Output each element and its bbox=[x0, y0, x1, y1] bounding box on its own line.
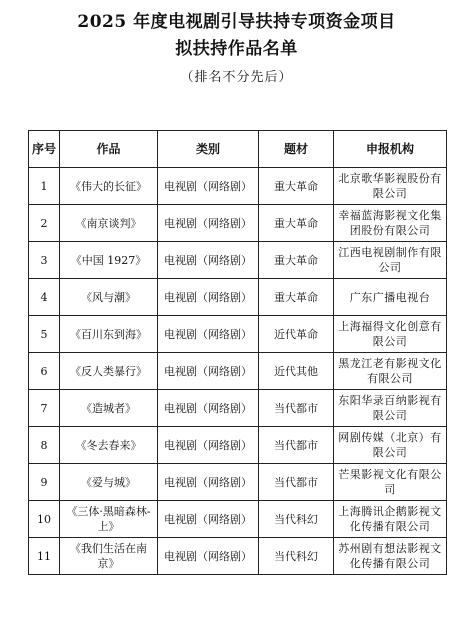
cell-no: 3 bbox=[29, 242, 60, 279]
cell-no: 5 bbox=[29, 316, 60, 353]
table-row bbox=[29, 279, 447, 316]
cell-theme: 重大革命 bbox=[259, 168, 334, 205]
col-header-org: 申报机构 bbox=[334, 131, 447, 168]
cell-no: 9 bbox=[29, 464, 60, 501]
cell-work: 《冬去春来》 bbox=[60, 427, 158, 464]
cell-no: 1 bbox=[29, 168, 60, 205]
cell-category: 电视剧（网络剧） bbox=[158, 427, 259, 464]
cell-category: 电视剧（网络剧） bbox=[158, 501, 259, 538]
cell-theme: 重大革命 bbox=[259, 279, 334, 316]
cell-org: 苏州剧有想法影视文化传播有限公司 bbox=[334, 538, 447, 575]
cell-theme: 近代革命 bbox=[259, 316, 334, 353]
cell-theme: 当代都市 bbox=[259, 390, 334, 427]
table-row bbox=[29, 538, 447, 575]
document-title-line2: 拟扶持作品名单 bbox=[175, 39, 298, 59]
cell-theme: 当代都市 bbox=[259, 464, 334, 501]
cell-work: 《三体·黑暗森林-上》 bbox=[60, 501, 158, 538]
cell-category: 电视剧（网络剧） bbox=[158, 168, 259, 205]
cell-org: 广东广播电视台 bbox=[334, 279, 447, 316]
cell-category: 电视剧（网络剧） bbox=[158, 279, 259, 316]
table-row bbox=[29, 501, 447, 538]
cell-org: 江西电视剧制作有限公司 bbox=[334, 242, 447, 279]
cell-org: 北京歌华影视股份有限公司 bbox=[334, 168, 447, 205]
cell-category: 电视剧（网络剧） bbox=[158, 353, 259, 390]
cell-work: 《中国 1927》 bbox=[60, 242, 158, 279]
cell-work: 《反人类暴行》 bbox=[60, 353, 158, 390]
cell-work: 《风与潮》 bbox=[60, 279, 158, 316]
cell-theme: 近代其他 bbox=[259, 353, 334, 390]
cell-no: 6 bbox=[29, 353, 60, 390]
cell-no: 11 bbox=[29, 538, 60, 575]
cell-no: 2 bbox=[29, 205, 60, 242]
cell-work: 《南京谈判》 bbox=[60, 205, 158, 242]
project-list-table bbox=[28, 130, 447, 575]
table-row bbox=[29, 390, 447, 427]
table-header-row bbox=[29, 131, 447, 168]
col-header-theme: 题材 bbox=[259, 131, 334, 168]
table-row bbox=[29, 464, 447, 501]
cell-org: 幸福蓝海影视文化集团股份有限公司 bbox=[334, 205, 447, 242]
cell-work: 《爱与城》 bbox=[60, 464, 158, 501]
cell-theme: 当代科幻 bbox=[259, 538, 334, 575]
cell-category: 电视剧（网络剧） bbox=[158, 538, 259, 575]
cell-theme: 当代都市 bbox=[259, 427, 334, 464]
cell-category: 电视剧（网络剧） bbox=[158, 316, 259, 353]
cell-no: 7 bbox=[29, 390, 60, 427]
cell-work: 《伟大的长征》 bbox=[60, 168, 158, 205]
cell-org: 上海福得文化创意有限公司 bbox=[334, 316, 447, 353]
cell-work: 《我们生活在南京》 bbox=[60, 538, 158, 575]
table-row bbox=[29, 353, 447, 390]
cell-no: 8 bbox=[29, 427, 60, 464]
cell-theme: 当代科幻 bbox=[259, 501, 334, 538]
cell-theme: 重大革命 bbox=[259, 205, 334, 242]
cell-org: 上海腾讯企鹅影视文化传播有限公司 bbox=[334, 501, 447, 538]
cell-theme: 重大革命 bbox=[259, 242, 334, 279]
table-row bbox=[29, 316, 447, 353]
cell-no: 10 bbox=[29, 501, 60, 538]
cell-category: 电视剧（网络剧） bbox=[158, 464, 259, 501]
document-title-line1: 2025 年度电视剧引导扶持专项资金项目 bbox=[77, 12, 396, 32]
document-subtitle: （排名不分先后） bbox=[180, 70, 293, 85]
cell-no: 4 bbox=[29, 279, 60, 316]
col-header-no: 序号 bbox=[29, 131, 60, 168]
cell-work: 《造城者》 bbox=[60, 390, 158, 427]
table-row bbox=[29, 205, 447, 242]
table-row bbox=[29, 427, 447, 464]
table-row bbox=[29, 242, 447, 279]
cell-work: 《百川东到海》 bbox=[60, 316, 158, 353]
cell-org: 黑龙江老有影视文化有限公司 bbox=[334, 353, 447, 390]
cell-category: 电视剧（网络剧） bbox=[158, 205, 259, 242]
cell-org: 东阳华录百纳影视有限公司 bbox=[334, 390, 447, 427]
col-header-category: 类别 bbox=[158, 131, 259, 168]
col-header-work: 作品 bbox=[60, 131, 158, 168]
cell-category: 电视剧（网络剧） bbox=[158, 242, 259, 279]
cell-org: 网剧传媒（北京）有限公司 bbox=[334, 427, 447, 464]
cell-category: 电视剧（网络剧） bbox=[158, 390, 259, 427]
table-row bbox=[29, 168, 447, 205]
cell-org: 芒果影视文化有限公司 bbox=[334, 464, 447, 501]
